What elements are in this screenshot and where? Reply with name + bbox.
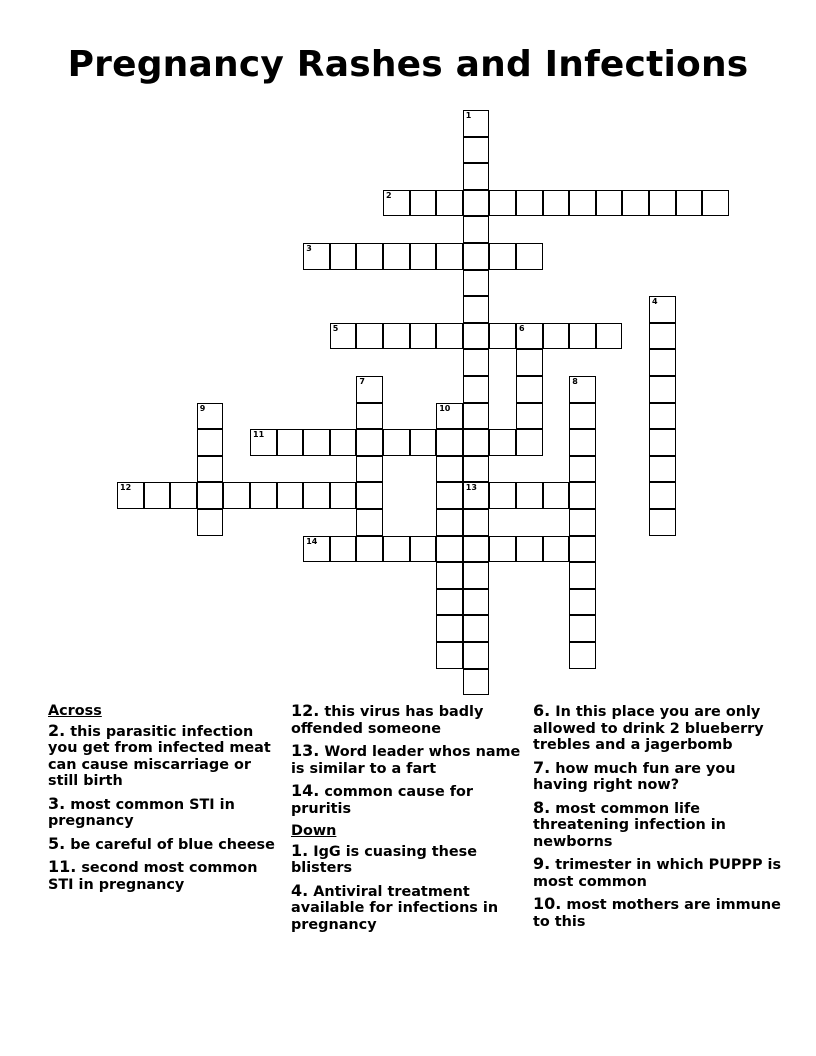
grid-cell[interactable]	[649, 509, 676, 536]
grid-cell[interactable]	[516, 190, 543, 217]
clue-number: 11	[253, 430, 265, 440]
grid-cell[interactable]	[356, 376, 383, 403]
grid-cell[interactable]	[197, 482, 224, 509]
grid-cell[interactable]	[436, 403, 463, 430]
down-clue-1: 1. IgG is cuasing these blisters	[291, 840, 477, 876]
clue-number: 6	[519, 323, 525, 333]
grid-cell[interactable]	[383, 243, 410, 270]
grid-cell[interactable]	[436, 642, 463, 669]
grid-cell[interactable]	[436, 589, 463, 616]
grid-cell[interactable]	[410, 323, 437, 350]
grid-cell[interactable]	[569, 429, 596, 456]
grid-cell[interactable]	[383, 429, 410, 456]
down-clue-9: 9. trimester in which PUPPP is most common	[533, 854, 782, 890]
grid-cell[interactable]	[463, 615, 490, 642]
clue-number: 1	[465, 111, 472, 120]
grid-cell[interactable]	[250, 482, 277, 509]
grid-cell[interactable]	[649, 429, 676, 456]
grid-cell[interactable]	[356, 323, 383, 350]
across-heading: Across	[48, 703, 102, 719]
grid-cell[interactable]	[543, 482, 570, 509]
grid-cell[interactable]	[410, 429, 437, 456]
grid-cell[interactable]	[569, 509, 596, 536]
grid-cell[interactable]	[489, 243, 516, 270]
across-clue-3: 3. most common STI in pregnancy	[48, 793, 235, 829]
grid-cell[interactable]	[170, 482, 197, 509]
grid-cell[interactable]	[463, 376, 490, 403]
grid-cell[interactable]	[569, 376, 596, 403]
grid-cell[interactable]	[410, 243, 437, 270]
grid-cell[interactable]	[356, 429, 383, 456]
puzzle-title: Pregnancy Rashes and Infections	[67, 44, 749, 85]
grid-cell[interactable]	[303, 243, 330, 270]
clue-number: 2	[386, 190, 392, 200]
down-heading: Down	[291, 823, 337, 839]
down-clue-6: 6. In this place you are only allowed to drink 2 blueberry trebles and a jagerbomb	[533, 701, 764, 753]
grid-cell[interactable]	[463, 323, 490, 350]
grid-cell[interactable]	[516, 482, 543, 509]
clue-number: 10	[439, 403, 451, 413]
across-clue-5: 5. be careful of blue cheese	[48, 833, 275, 853]
across-clue-13: 13. Word leader whos name is similar to a fart	[291, 741, 521, 777]
grid-cell[interactable]	[436, 615, 463, 642]
grid-cell[interactable]	[330, 536, 357, 563]
down-clue-7: 7. how much fun are you having right now?	[533, 757, 736, 793]
grid-cell[interactable]	[356, 243, 383, 270]
clue-number: 12	[120, 483, 132, 493]
grid-cell[interactable]	[463, 110, 490, 137]
grid-cell[interactable]	[569, 615, 596, 642]
across-clue-12: 12. this virus has badly offended someone	[291, 701, 484, 737]
grid-cell[interactable]	[649, 456, 676, 483]
grid-cell[interactable]	[516, 243, 543, 270]
grid-cell[interactable]	[463, 669, 490, 696]
grid-cell[interactable]	[463, 509, 490, 536]
grid-cell[interactable]	[463, 403, 490, 430]
grid-cell[interactable]	[569, 190, 596, 217]
grid-cell[interactable]	[516, 403, 543, 430]
grid-cell[interactable]	[463, 482, 490, 509]
grid-cell[interactable]	[410, 536, 437, 563]
grid-cell[interactable]	[383, 323, 410, 350]
grid-cell[interactable]	[463, 270, 490, 297]
grid-cell[interactable]	[516, 349, 543, 376]
grid-cell[interactable]	[410, 190, 437, 217]
grid-cell[interactable]	[463, 243, 490, 270]
grid-cell[interactable]	[649, 482, 676, 509]
grid-cell[interactable]	[223, 482, 250, 509]
grid-cell[interactable]	[649, 190, 676, 217]
clues-column-3	[533, 703, 783, 936]
clue-number: 4	[652, 297, 658, 307]
grid-cell[interactable]	[596, 190, 623, 217]
grid-cell[interactable]	[569, 403, 596, 430]
down-clue-4: 4. Antiviral treatment available for infections in pregnancy	[291, 880, 499, 933]
grid-cell[interactable]	[197, 429, 224, 456]
grid-cell[interactable]	[463, 163, 490, 190]
grid-cell[interactable]	[356, 482, 383, 509]
across-clue-14: 14. common cause for pruritis	[291, 781, 473, 817]
down-clue-10: 10. most mothers are immune to this	[533, 894, 781, 930]
grid-cell[interactable]	[383, 190, 410, 217]
grid-cell[interactable]	[463, 562, 490, 589]
grid-cell[interactable]	[516, 536, 543, 563]
across-clue-11: 11. second most common STI in pregnancy	[48, 857, 258, 893]
grid-cell[interactable]	[676, 190, 703, 217]
grid-cell[interactable]	[303, 429, 330, 456]
grid-cell[interactable]	[516, 376, 543, 403]
grid-cell[interactable]	[197, 509, 224, 536]
clue-number: 7	[359, 377, 365, 386]
grid-cell[interactable]	[649, 323, 676, 350]
grid-cell[interactable]	[197, 403, 224, 430]
grid-cell[interactable]	[463, 296, 490, 323]
grid-cell[interactable]	[569, 642, 596, 669]
grid-cell[interactable]	[436, 536, 463, 563]
grid-cell[interactable]	[436, 323, 463, 350]
grid-cell[interactable]	[543, 323, 570, 350]
grid-cell[interactable]	[649, 349, 676, 376]
grid-cell[interactable]	[516, 429, 543, 456]
grid-cell[interactable]	[489, 536, 516, 563]
grid-cell[interactable]	[356, 509, 383, 536]
clue-number: 14	[306, 536, 318, 546]
grid-cell[interactable]	[702, 190, 729, 217]
grid-cell[interactable]	[197, 456, 224, 483]
grid-cell[interactable]	[543, 190, 570, 217]
grid-cell[interactable]	[569, 562, 596, 589]
grid-cell[interactable]	[436, 509, 463, 536]
grid-cell[interactable]	[569, 456, 596, 483]
grid-cell[interactable]	[330, 482, 357, 509]
grid-cell[interactable]	[356, 456, 383, 483]
grid-cell[interactable]	[569, 482, 596, 509]
across-clue-2: 2. this parasitic infection you get from infected meat can cause miscarriage or still birth	[48, 720, 271, 789]
grid-cell[interactable]	[543, 536, 570, 563]
grid-cell[interactable]	[622, 190, 649, 217]
grid-cell[interactable]	[356, 403, 383, 430]
grid-cell[interactable]	[436, 190, 463, 217]
clue-number: 13	[465, 483, 477, 493]
grid-cell[interactable]	[516, 323, 543, 350]
grid-cell[interactable]	[463, 137, 490, 164]
grid-cell[interactable]	[569, 589, 596, 616]
grid-cell[interactable]	[463, 642, 490, 669]
down-clue-8: 8. most common life threatening infection in newborns	[533, 797, 726, 850]
grid-cell[interactable]	[383, 536, 410, 563]
grid-cell[interactable]	[489, 323, 516, 350]
grid-cell[interactable]	[569, 323, 596, 350]
grid-cell[interactable]	[436, 429, 463, 456]
clues-column-1	[48, 703, 284, 899]
clues-column-2	[291, 703, 527, 939]
grid-cell[interactable]	[436, 243, 463, 270]
grid-cell[interactable]	[436, 482, 463, 509]
grid-cell[interactable]	[277, 429, 304, 456]
grid-cell[interactable]	[489, 482, 516, 509]
grid-cell[interactable]	[356, 536, 383, 563]
grid-cell[interactable]	[489, 429, 516, 456]
grid-cell[interactable]	[463, 536, 490, 563]
clue-number: 8	[572, 377, 578, 386]
grid-cell[interactable]	[463, 456, 490, 483]
grid-cell[interactable]	[144, 482, 171, 509]
grid-cell[interactable]	[330, 323, 357, 350]
grid-cell[interactable]	[250, 429, 277, 456]
grid-cell[interactable]	[649, 296, 676, 323]
grid-cell[interactable]	[596, 323, 623, 350]
grid-cell[interactable]	[463, 589, 490, 616]
grid-cell[interactable]	[303, 482, 330, 509]
grid-cell[interactable]	[436, 562, 463, 589]
clue-number: 3	[306, 244, 312, 253]
grid-cell[interactable]	[117, 482, 144, 509]
grid-cell[interactable]	[649, 403, 676, 430]
grid-cell[interactable]	[463, 216, 490, 243]
clue-number: 5	[332, 323, 339, 333]
grid-cell[interactable]	[489, 190, 516, 217]
grid-cell[interactable]	[569, 536, 596, 563]
grid-cell[interactable]	[463, 190, 490, 217]
grid-cell[interactable]	[330, 429, 357, 456]
grid-cell[interactable]	[277, 482, 304, 509]
grid-cell[interactable]	[463, 349, 490, 376]
grid-cell[interactable]	[303, 536, 330, 563]
grid-cell[interactable]	[463, 429, 490, 456]
grid-cell[interactable]	[330, 243, 357, 270]
grid-cell[interactable]	[649, 376, 676, 403]
clue-number: 9	[199, 403, 206, 413]
grid-cell[interactable]	[436, 456, 463, 483]
